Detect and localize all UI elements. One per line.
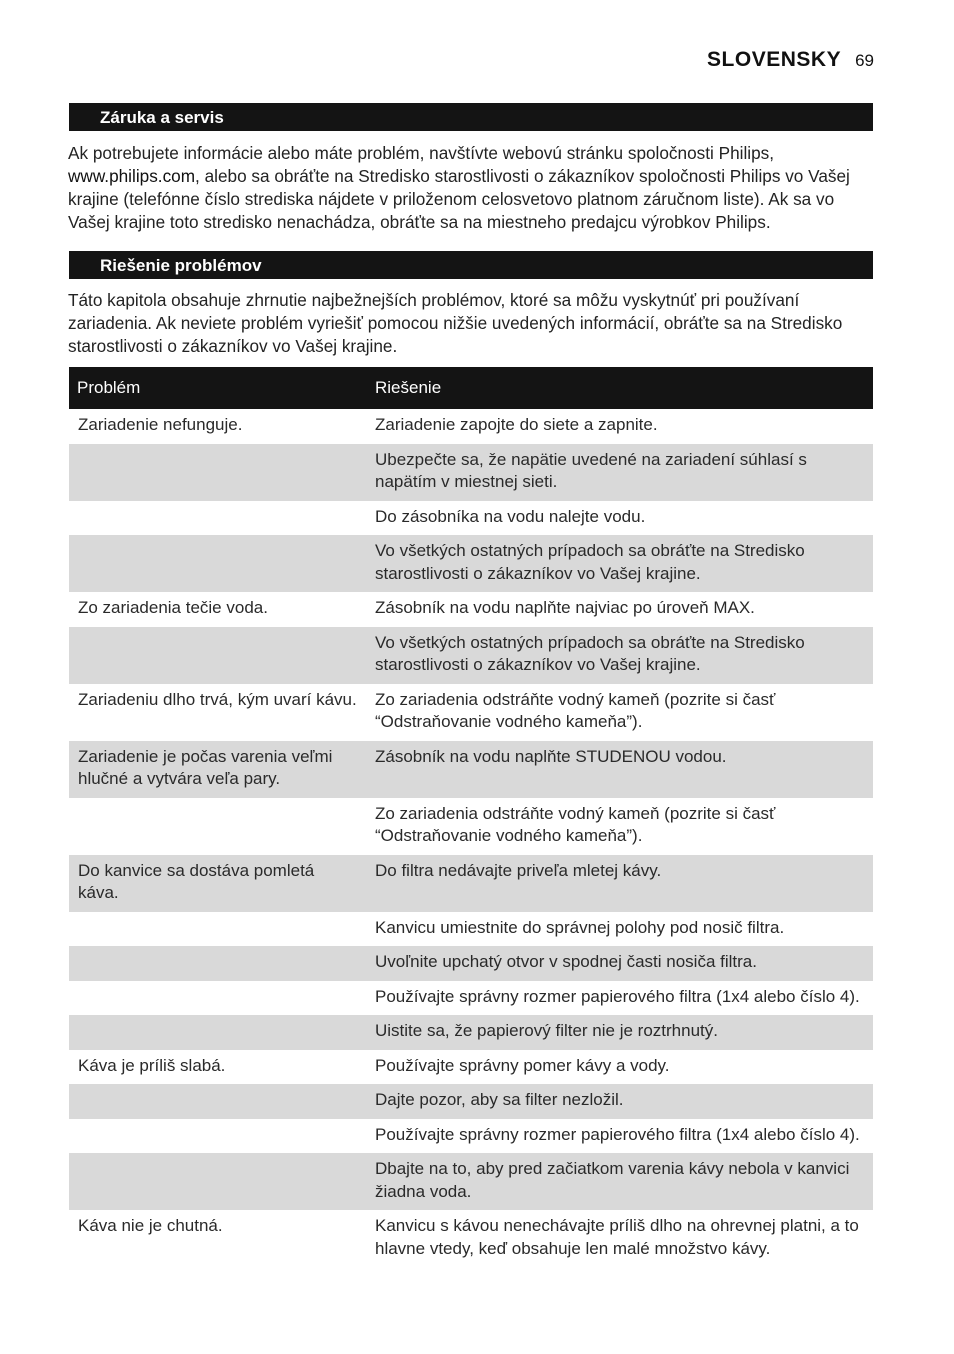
solution-cell: Zo zariadenia odstráňte vodný kameň (pozrite si časť “Odstraňovanie vodného kameňa”). [367,684,873,741]
column-header-solution: Riešenie [367,367,873,409]
philips-url-link[interactable]: www.philips.com [68,166,196,186]
problem-cell: Káva je príliš slabá. [69,1050,367,1085]
table-row [69,1153,873,1210]
problem-cell: Do kanvice sa dostáva pomletá káva. [69,855,367,912]
solution-cell: Používajte správny rozmer papierového filtra (1x4 alebo číslo 4). [367,981,873,1016]
problem-cell [69,912,367,947]
warranty-text-start: Ak potrebujete informácie alebo máte problém, navštívte webovú stránku spoločnosti Philips, [68,143,775,163]
warranty-text-end: , alebo sa obráťte na Stredisko starostlivosti o zákazníkov spoločnosti Philips vo Vašej krajine (telefónne číslo strediska nájdete v priloženom celosvetovo platnom záručnom liste). Ak sa vo Vašej krajine toto stredisko nenachádza, obráťte sa na miestneho predajcu výrobkov Philips. [68,166,850,232]
solution-cell: Zásobník na vodu naplňte najviac po úroveň MAX. [367,592,873,627]
page-header [707,48,874,72]
problem-cell [69,535,367,592]
problem-cell [69,1153,367,1210]
table-row [69,1050,873,1085]
problem-cell: Zo zariadenia tečie voda. [69,592,367,627]
table-row [69,741,873,798]
solution-cell: Vo všetkých ostatných prípadoch sa obráťte na Stredisko starostlivosti o zákazníkov vo Vašej krajine. [367,535,873,592]
troubleshooting-intro: Táto kapitola obsahuje zhrnutie najbežnejších problémov, ktoré sa môžu vyskytnúť pri používaní zariadenia. Ak neviete problém vyriešiť pomocou nižšie uvedených informácií, obráťte sa na Stredisko starostlivosti o zákazníkov vo Vašej krajine. [68,290,843,356]
problem-cell [69,981,367,1016]
table-row [69,501,873,536]
solution-cell: Kanvicu s kávou nenechávajte príliš dlho na ohrevnej platni, a to hlavne vtedy, keď obsahuje len malé množstvo kávy. [367,1210,873,1267]
section-heading-troubleshooting: Riešenie problémov [69,251,873,279]
table-row [69,855,873,912]
solution-cell: Dbajte na to, aby pred začiatkom varenia kávy nebola v kanvici žiadna voda. [367,1153,873,1210]
solution-cell: Dajte pozor, aby sa filter nezložil. [367,1084,873,1119]
problem-cell [69,798,367,855]
solution-cell: Používajte správny pomer kávy a vody. [367,1050,873,1085]
table-row [69,684,873,741]
language-label: SLOVENSKY [707,48,842,71]
table-header-row [69,367,873,409]
problem-cell [69,1084,367,1119]
table-row [69,535,873,592]
solution-cell: Zariadenie zapojte do siete a zapnite. [367,409,873,444]
table-row [69,444,873,501]
problem-cell [69,444,367,501]
solution-cell: Ubezpečte sa, že napätie uvedené na zariadení súhlasí s napätím v miestnej sieti. [367,444,873,501]
solution-cell: Používajte správny rozmer papierového filtra (1x4 alebo číslo 4). [367,1119,873,1154]
solution-cell: Vo všetkých ostatných prípadoch sa obráťte na Stredisko starostlivosti o zákazníkov vo Vašej krajine. [367,627,873,684]
table-row [69,981,873,1016]
table-row [69,1210,873,1267]
solution-cell: Uvoľnite upchatý otvor v spodnej časti nosiča filtra. [367,946,873,981]
problem-cell [69,1015,367,1050]
table-row [69,1015,873,1050]
problem-cell [69,946,367,981]
table-row [69,1119,873,1154]
problem-cell [69,501,367,536]
warranty-paragraph [68,142,878,234]
problem-cell [69,1119,367,1154]
solution-cell: Do zásobníka na vodu nalejte vodu. [367,501,873,536]
table-row [69,409,873,444]
table-row [69,592,873,627]
column-header-problem: Problém [69,367,367,409]
table-row [69,946,873,981]
problem-cell: Zariadenie je počas varenia veľmi hlučné a vytvára veľa pary. [69,741,367,798]
problem-cell: Zariadeniu dlho trvá, kým uvarí kávu. [69,684,367,741]
table-row [69,627,873,684]
table-row [69,798,873,855]
table-row [69,912,873,947]
problem-cell [69,627,367,684]
solution-cell: Zo zariadenia odstráňte vodný kameň (pozrite si časť “Odstraňovanie vodného kameňa”). [367,798,873,855]
solution-cell: Do filtra nedávajte priveľa mletej kávy. [367,855,873,912]
troubleshooting-table [69,367,873,1267]
table-row [69,1084,873,1119]
solution-cell: Kanvicu umiestnite do správnej polohy pod nosič filtra. [367,912,873,947]
section-heading-warranty: Záruka a servis [69,103,873,131]
page-number: 69 [855,51,874,70]
problem-cell: Káva nie je chutná. [69,1210,367,1267]
solution-cell: Uistite sa, že papierový filter nie je roztrhnutý. [367,1015,873,1050]
problem-cell: Zariadenie nefunguje. [69,409,367,444]
solution-cell: Zásobník na vodu naplňte STUDENOU vodou. [367,741,873,798]
